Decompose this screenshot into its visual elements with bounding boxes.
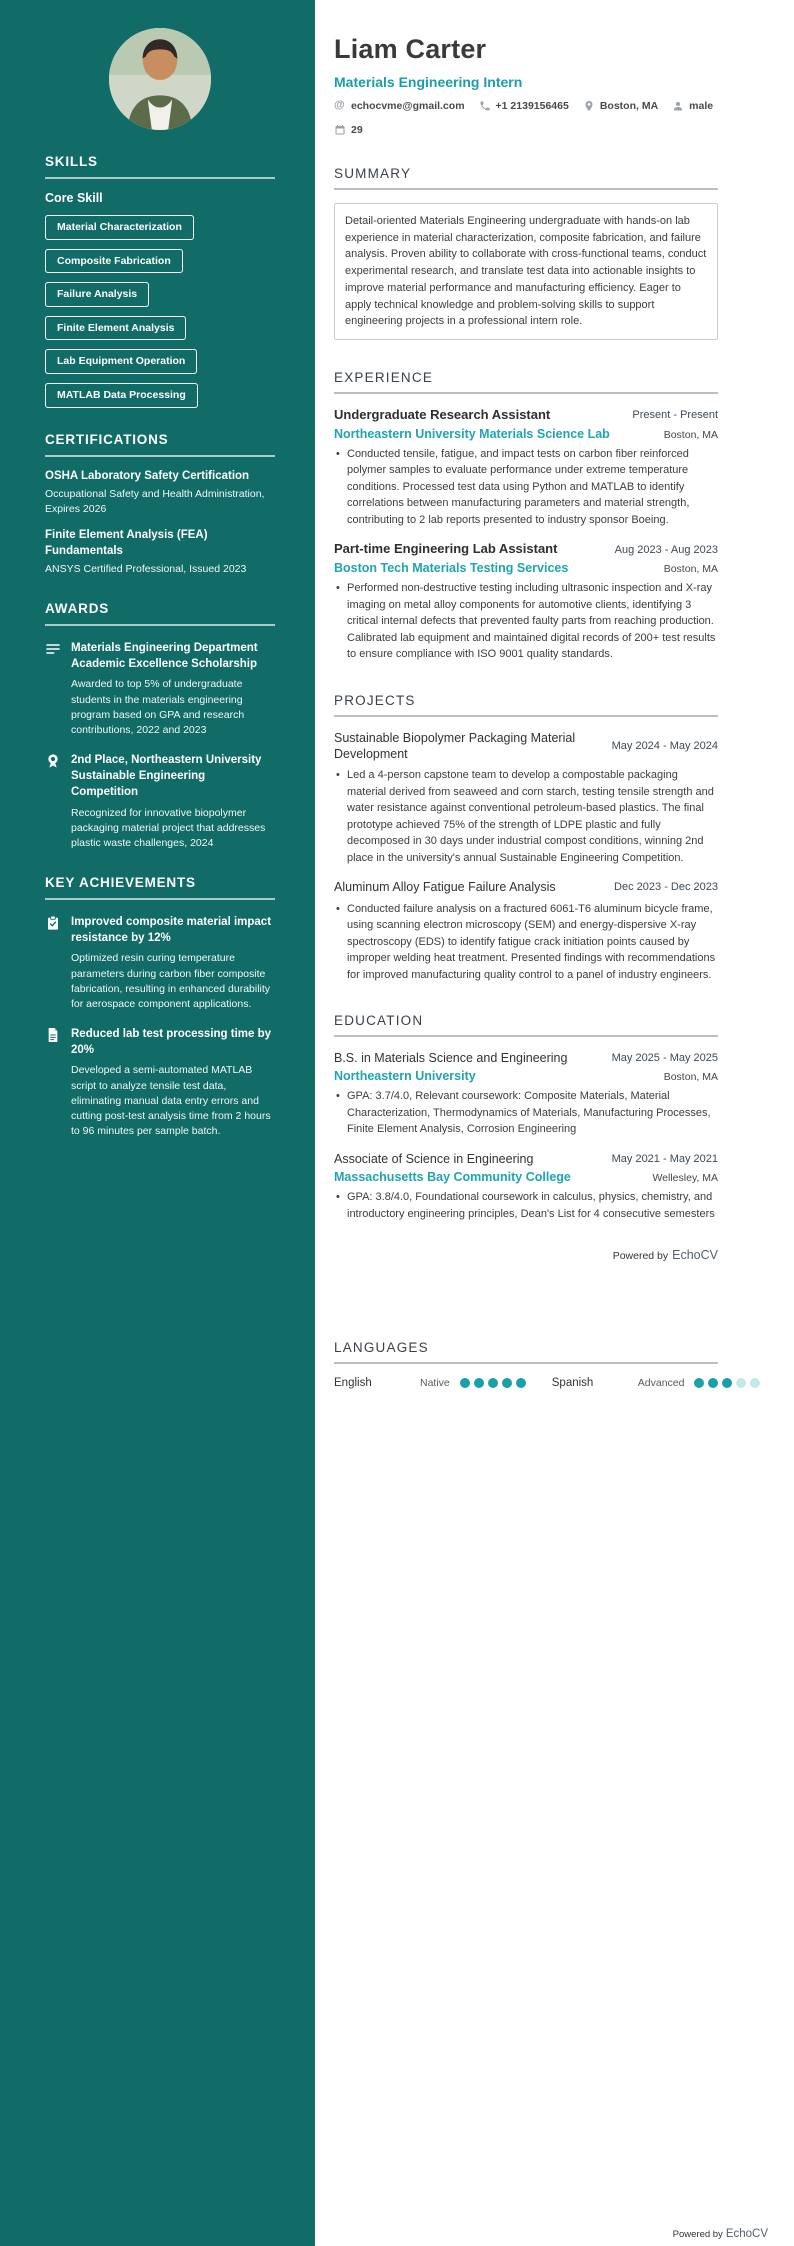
- certifications-heading: CERTIFICATIONS: [45, 432, 275, 457]
- dot-filled: [694, 1378, 704, 1388]
- sidebar: [0, 0, 315, 2246]
- achievements-list: [45, 914, 275, 1139]
- certification-item: [45, 528, 275, 577]
- location-pin-icon: [583, 100, 595, 112]
- education-bullet: • GPA: 3.8/4.0, Foundational coursework in calculus, physics, chemistry, and introductory engineering principles, Dean's List for 4 consecutive semesters: [334, 1189, 718, 1222]
- language-name: Spanish: [551, 1377, 594, 1390]
- contact-location-value: Boston, MA: [599, 100, 659, 112]
- achievement-title: Reduced lab test processing time by 20%: [71, 1028, 272, 1057]
- education-entry: [334, 1050, 718, 1138]
- contact-row: [334, 100, 718, 136]
- clipboard-icon: [45, 915, 61, 931]
- achievement-description: Optimized resin curing temperature parameters during carbon fiber composite fabrication, resulting in enhanced durability for aerospace component applications.: [71, 952, 271, 1011]
- contact-gender-value: male: [689, 100, 714, 112]
- skills-group-label: Core Skill: [45, 191, 103, 205]
- job-bullet: • Performed non-destructive testing including ultrasonic inspection and X-ray imaging on metal alloy components for automotive clients, identifying 3 critical internal defects that prevented faulty parts from reaching production. Calibrated lab equipment and maintained digital records of 200+ test results to ensure compliance with ISO 9001 quality standards.: [334, 580, 718, 663]
- education-dates: May 2021 - May 2021: [611, 1152, 718, 1165]
- projects-heading: PROJECTS: [334, 692, 416, 708]
- contact-gender: [672, 100, 713, 112]
- person-name: Liam Carter: [334, 34, 487, 64]
- main-content: [315, 0, 794, 1389]
- dot-filled: [460, 1378, 470, 1388]
- person-job-title: Materials Engineering Intern: [334, 74, 523, 90]
- sidebar-section-achievements: [45, 875, 275, 1139]
- contact-age: [334, 124, 363, 136]
- job-bullet-list: [334, 446, 718, 529]
- file-icon: [45, 1027, 61, 1043]
- awards-heading: AWARDS: [45, 601, 275, 626]
- echocv-brand-link[interactable]: EchoCV: [672, 1248, 718, 1263]
- skill-pill: Finite Element Analysis: [45, 316, 186, 341]
- education-location: Wellesley, MA: [652, 1172, 718, 1185]
- echocv-footer-brand-link[interactable]: EchoCV: [725, 2228, 768, 2240]
- award-title: 2nd Place, Northeastern University Sustainable Engineering Competition: [71, 754, 262, 799]
- dot-filled: [722, 1378, 732, 1388]
- award-item: [45, 752, 275, 851]
- language-level: Advanced: [637, 1377, 685, 1390]
- awards-list: [45, 640, 275, 851]
- language-level: Native: [420, 1377, 450, 1390]
- skill-pill: Material Characterization: [45, 215, 194, 240]
- languages-section: [334, 1340, 718, 1389]
- project-bullet: • Led a 4-person capstone team to develop a compostable packaging material derived from seaweed and corn starch, testing tensile strength and water resistance against conventional petroleum-based plastics. The final prototype achieved 75% of the strength of LDPE plastic and fully decomposed in 30 days under industrial compost conditions, winning 2nd place in the university's annual Sustainable Engineering Competition.: [334, 767, 718, 866]
- dot-empty: [736, 1378, 746, 1388]
- experience-heading: EXPERIENCE: [334, 370, 434, 386]
- award-title: Materials Engineering Department Academic Excellence Scholarship: [71, 642, 258, 671]
- skill-pill: Lab Equipment Operation: [45, 349, 197, 374]
- dot-filled: [502, 1378, 512, 1388]
- experience-divider: [334, 392, 718, 394]
- dot-filled: [708, 1378, 718, 1388]
- education-location: Boston, MA: [663, 1071, 718, 1084]
- project-bullet: • Conducted failure analysis on a fractured 6061-T6 aluminum bicycle frame, using scanning electron microscopy (SEM) and energy-dispersive X-ray spectroscopy (EDS) to identify fatigue crack initiation points caused by improper welding heat treatment. Presented findings with recommendations for improved manufacturing quality control to a panel of industry engineers.: [334, 901, 718, 984]
- education-list: [334, 1050, 718, 1222]
- project-bullet-list: [334, 767, 718, 866]
- degree-title: B.S. in Materials Science and Engineering: [334, 1051, 568, 1066]
- calendar-icon: [334, 124, 346, 136]
- job-dates: Present - Present: [632, 409, 718, 422]
- project-dates: May 2024 - May 2024: [611, 740, 718, 753]
- project-dates: Dec 2023 - Dec 2023: [614, 881, 718, 894]
- project-title: Aluminum Alloy Fatigue Failure Analysis: [334, 880, 556, 895]
- sidebar-section-awards: [45, 601, 275, 851]
- achievement-item: [45, 1026, 275, 1139]
- certification-title: OSHA Laboratory Safety Certification: [45, 469, 250, 482]
- medal-icon: [45, 753, 61, 769]
- award-description: Awarded to top 5% of undergraduate students in the materials engineering program based on GPA and research contributions, 2022 and 2023: [71, 678, 245, 737]
- experience-list: [334, 407, 718, 663]
- contact-email-value: echocvme@gmail.com: [351, 100, 465, 112]
- award-item: [45, 640, 275, 738]
- experience-entry: [334, 407, 718, 528]
- languages-heading: LANGUAGES: [334, 1340, 429, 1356]
- language-name: English: [334, 1377, 372, 1390]
- job-dates: Aug 2023 - Aug 2023: [614, 543, 718, 556]
- dot-filled: [516, 1378, 526, 1388]
- job-location: Boston, MA: [663, 563, 718, 576]
- phone-icon: [479, 100, 491, 112]
- award-description: Recognized for innovative biopolymer packaging material project that addresses plastic waste challenges, 2024: [71, 806, 266, 849]
- degree-title: Associate of Science in Engineering: [334, 1151, 534, 1166]
- languages-row: [334, 1377, 718, 1389]
- contact-phone-value: +1 2139156465: [495, 100, 569, 112]
- powered-by-footer: [673, 2228, 768, 2240]
- certification-subtitle: Occupational Safety and Health Administration, Expires 2026: [45, 488, 265, 515]
- job-title: Part-time Engineering Lab Assistant: [334, 541, 558, 557]
- certification-title: Finite Element Analysis (FEA) Fundamentals: [45, 529, 208, 557]
- contact-location: [583, 100, 658, 112]
- certifications-list: [45, 469, 275, 578]
- contact-age-value: 29: [351, 124, 363, 136]
- job-title: Undergraduate Research Assistant: [334, 407, 551, 423]
- summary-divider: [334, 188, 718, 190]
- achievement-title: Improved composite material impact resistance by 12%: [71, 916, 272, 945]
- education-bullet-list: [334, 1189, 718, 1222]
- projects-divider: [334, 715, 718, 717]
- school-link[interactable]: Northeastern University: [334, 1069, 476, 1084]
- achievement-item: [45, 914, 275, 1012]
- school-link[interactable]: Massachusetts Bay Community College: [334, 1170, 571, 1185]
- language-proficiency-dots: [460, 1378, 526, 1388]
- certification-subtitle: ANSYS Certified Professional, Issued 2023: [45, 563, 247, 576]
- email-icon: @: [334, 99, 345, 111]
- person-icon: [672, 100, 684, 112]
- education-divider: [334, 1035, 718, 1037]
- powered-by: [334, 1248, 718, 1262]
- education-bullet: • GPA: 3.7/4.0, Relevant coursework: Composite Materials, Material Characterization, Thermodynamics of Materials, Manufacturing Processes, Finite Element Analysis, Corrosion Engineering: [334, 1088, 718, 1138]
- sidebar-section-skills: [45, 154, 275, 408]
- avatar-illustration: [109, 28, 211, 130]
- project-entry: [334, 730, 718, 867]
- summary-heading: SUMMARY: [334, 166, 412, 181]
- contact-phone: [479, 100, 569, 112]
- achievement-description: Developed a semi-automated MATLAB script to analyze tensile test data, eliminating manual data entry errors and cutting post-test analysis time from 2 hours to 96 minutes per sample batch.: [71, 1064, 271, 1138]
- education-dates: May 2025 - May 2025: [611, 1052, 718, 1065]
- contact-email[interactable]: [334, 100, 465, 112]
- sidebar-section-certifications: [45, 432, 275, 578]
- skill-pill: MATLAB Data Processing: [45, 383, 198, 408]
- language-proficiency-dots: [694, 1378, 760, 1388]
- powered-by-footer-prefix: Powered by: [672, 2229, 723, 2240]
- dot-filled: [488, 1378, 498, 1388]
- skill-pill: Failure Analysis: [45, 282, 149, 307]
- skills-list: [45, 215, 275, 408]
- powered-by-prefix: Powered by: [612, 1250, 669, 1263]
- achievements-heading: KEY ACHIEVEMENTS: [45, 875, 275, 900]
- job-bullet-list: [334, 580, 718, 663]
- dot-filled: [474, 1378, 484, 1388]
- skills-heading: SKILLS: [45, 154, 275, 179]
- project-title: Sustainable Biopolymer Packaging Material Development: [334, 730, 576, 762]
- languages-divider: [334, 1362, 718, 1364]
- certification-item: [45, 469, 275, 517]
- job-location: Boston, MA: [663, 428, 718, 441]
- company-link[interactable]: Northeastern University Materials Science Lab: [334, 426, 610, 441]
- experience-entry: [334, 541, 718, 662]
- summary-text: Detail-oriented Materials Engineering undergraduate with hands-on lab experience in material characterization, composite fabrication, and failure analysis. Proven ability to collaborate with cross-functional teams, conduct experimental research, and translate test data into actionable insights to improve material performance and manufacturing efficiency. Eager to apply technical knowledge and problem-solving skills to support engineering projects in a professional intern role.: [334, 203, 718, 340]
- education-bullet-list: [334, 1088, 718, 1138]
- project-entry: [334, 879, 718, 983]
- project-bullet-list: [334, 901, 718, 984]
- projects-list: [334, 730, 718, 983]
- company-link[interactable]: Boston Tech Materials Testing Services: [334, 561, 569, 576]
- dot-empty: [750, 1378, 760, 1388]
- skill-pill: Composite Fabrication: [45, 249, 183, 274]
- education-heading: EDUCATION: [334, 1013, 424, 1029]
- job-bullet: • Conducted tensile, fatigue, and impact tests on carbon fiber reinforced polymer samples to evaluate performance under extreme temperature conditions. Processed test data using Python and MATLAB to identify correlations between manufacturing parameters and material strength, contributing to 2 lab reports presented to industry sponsor Boeing.: [334, 446, 718, 529]
- list-icon: [45, 641, 61, 657]
- profile-photo: [109, 28, 211, 130]
- language-item: [334, 1377, 526, 1389]
- education-entry: [334, 1151, 718, 1222]
- language-item: [552, 1377, 761, 1389]
